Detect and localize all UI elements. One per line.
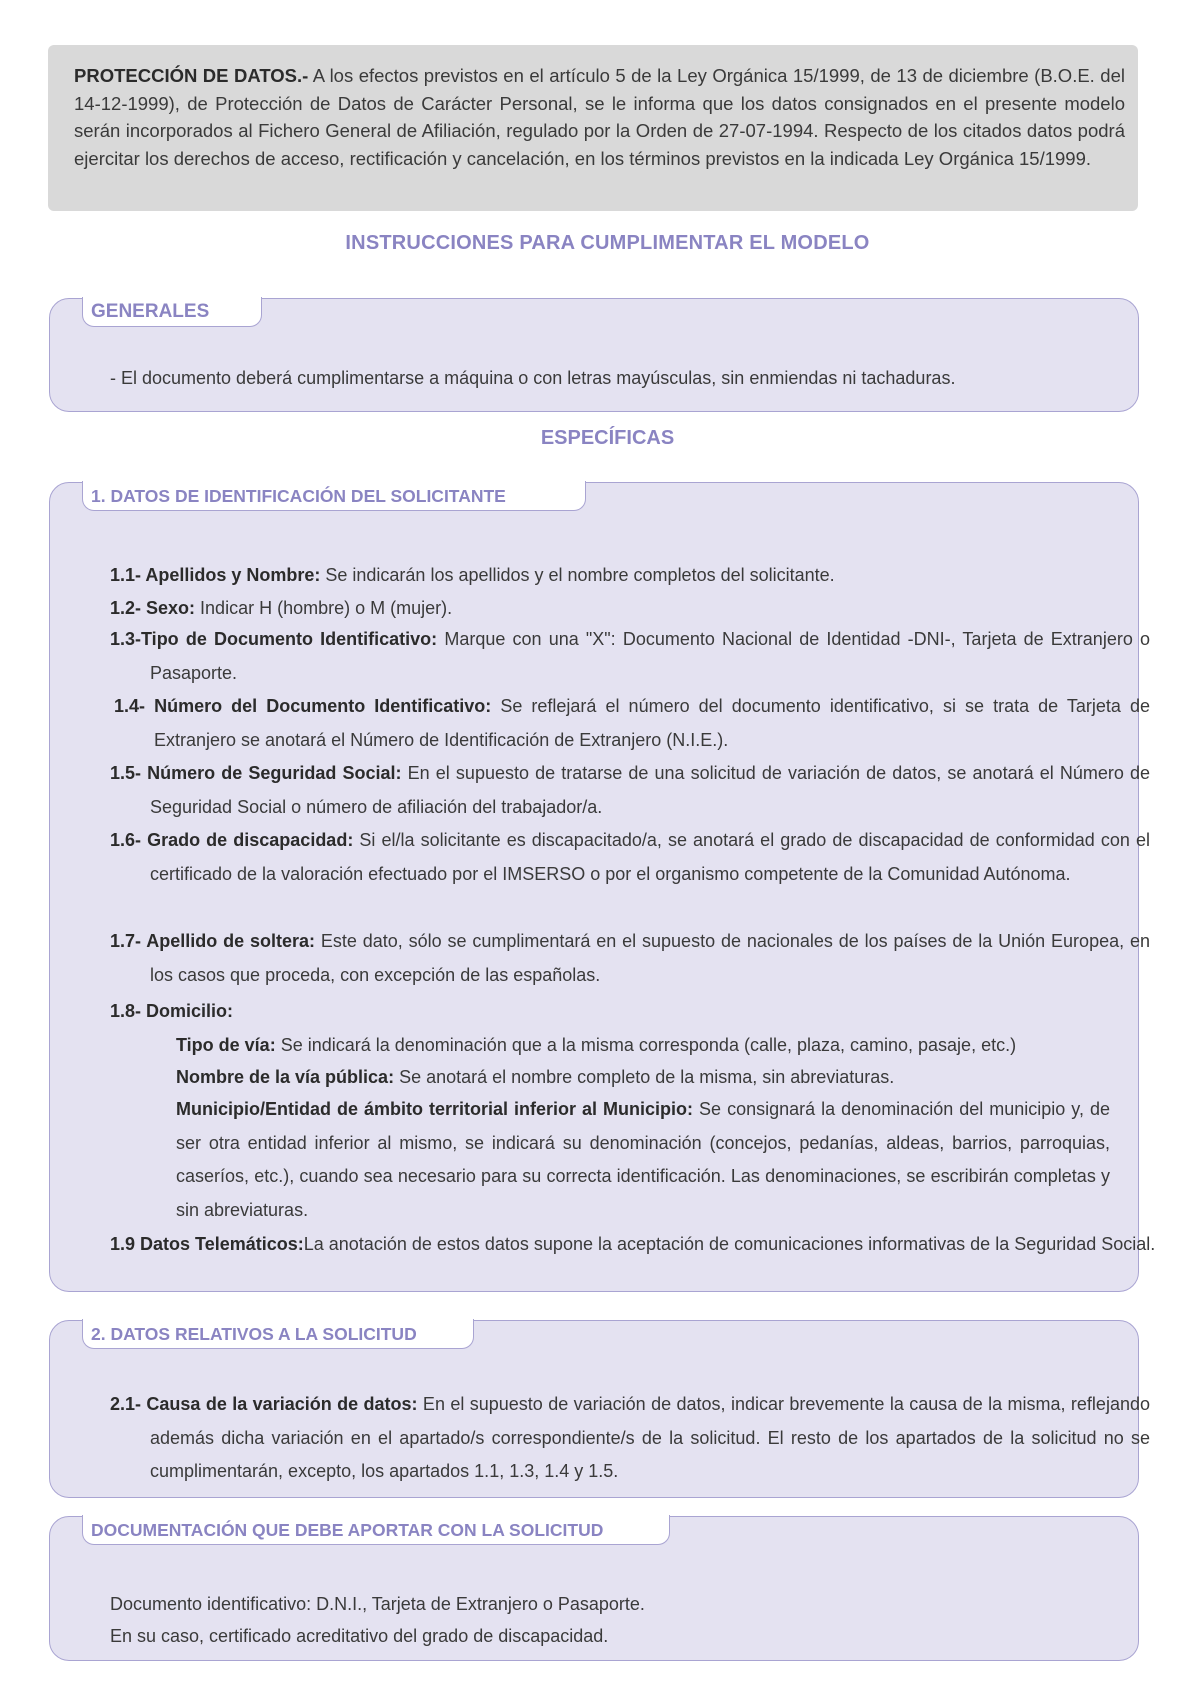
item-label: 1.6- Grado de discapacidad: [110, 830, 354, 850]
item-text: Se consignará la denominación del municipio y, de ser otra entidad inferior al mismo, se indicará su denominación (concejos, pedanías, aldeas, barrios, parroquias, caseríos, etc.), cuando sea necesario para su correcta identificación. Las denominaciones, se escribirán completas y sin abreviaturas. [176, 1099, 1110, 1220]
item-text: La anotación de estos datos supone la aceptación de comunicaciones informativas de la Seguridad Social. [303, 1234, 1156, 1254]
item-text: Se reflejará el número del documento identificativo, si se trata de Tarjeta de Extranjero se anotará el Número de Identificación de Extranjero (N.I.E.). [154, 696, 1151, 750]
item-1-8-tipo-via [176, 1033, 1016, 1057]
item-1-7 [110, 925, 1150, 992]
section1-box [49, 482, 1156, 1292]
item-text: Si el/la solicitante es discapacitado/a, se anotará el grado de discapacidad de conformidad con el certificado de la valoración efectuado por el IMSERSO o por el organismo competente de la Comunidad Autónoma. [150, 830, 1150, 884]
instructions-title: INSTRUCCIONES PARA CUMPLIMENTAR EL MODELO [345, 232, 870, 254]
item-1-5 [110, 757, 1150, 824]
item-1-3 [110, 623, 1150, 690]
section2-tab: 2. DATOS RELATIVOS A LA SOLICITUD [82, 1319, 474, 1349]
generales-tab: GENERALES [82, 297, 262, 327]
item-label: 1.4- Número del Documento Identificativo: [114, 696, 492, 716]
item-text: Marque con una "X": Documento Nacional de Identidad -DNI-, Tarjeta de Extranjero o Pasaporte. [150, 629, 1150, 683]
item-label: 2.1- Causa de la variación de datos: [110, 1394, 418, 1414]
privacy-text: A los efectos previstos en el artículo 5 de la Ley Orgánica 15/1999, de 13 de diciembre (B.O.E. del 14-12-1999), de Protección de Datos de Carácter Personal, se le informa que los datos consignados en el presente modelo serán incorporados al Fichero General de Afiliación, regulado por la Orden de 27-07-1994. Respecto de los citados datos podrá ejercitar los derechos de acceso, rectificación y cancelación, en los términos previstos en la indicada Ley Orgánica 15/1999. [74, 65, 1125, 169]
item-label: 1.3-Tipo de Documento Identificativo: [110, 629, 438, 649]
item-label: Municipio/Entidad de ámbito territorial inferior al Municipio: [176, 1099, 694, 1119]
item-label: Nombre de la vía pública: [176, 1067, 395, 1087]
generales-box [49, 298, 1139, 412]
item-1-6 [110, 824, 1150, 891]
item-label: 1.2- Sexo: [110, 598, 196, 618]
item-1-8-municipio [176, 1093, 1110, 1227]
item-label: 1.5- Número de Seguridad Social: [110, 763, 402, 783]
item-1-9 [110, 1228, 1166, 1262]
item-label: 1.8- Domicilio: [110, 1001, 234, 1021]
item-1-8 [110, 999, 233, 1023]
item-1-2 [110, 596, 452, 620]
item-text: Se indicará la denominación que a la misma corresponda (calle, plaza, camino, pasaje, etc.) [275, 1035, 1017, 1055]
item-text: Este dato, sólo se cumplimentará en el supuesto de nacionales de los países de la Unión Europea, en los casos que proceda, con excepción de las españolas. [150, 931, 1150, 985]
section2-box [49, 1320, 1150, 1498]
item-text: Indicar H (hombre) o M (mujer). [195, 598, 453, 618]
item-label: Tipo de vía: [176, 1035, 276, 1055]
item-label: 1.9 Datos Telemáticos: [110, 1234, 304, 1254]
item-text: En el supuesto de tratarse de una solicitud de variación de datos, se anotará el Número de Seguridad Social o número de afiliación del trabajador/a. [150, 763, 1150, 817]
generales-text: - El documento deberá cumplimentarse a máquina o con letras mayúsculas, sin enmiendas ni tachaduras. [110, 368, 956, 388]
item-2-1 [110, 1388, 1150, 1489]
item-text: Se anotará el nombre completo de la misma, sin abreviaturas. [394, 1067, 895, 1087]
item-1-4 [114, 690, 1150, 757]
especificas-title: ESPECÍFICAS [540, 427, 675, 449]
section1-tab: 1. DATOS DE IDENTIFICACIÓN DEL SOLICITANTE [82, 481, 586, 511]
documentacion-tab: DOCUMENTACIÓN QUE DEBE APORTAR CON LA SOLICITUD [82, 1515, 670, 1545]
privacy-label: PROTECCIÓN DE DATOS.- [74, 65, 309, 86]
privacy-notice [48, 45, 1138, 211]
item-label: 1.1- Apellidos y Nombre: [110, 565, 321, 585]
item-text: Se indicarán los apellidos y el nombre completos del solicitante. [320, 565, 835, 585]
documentacion-line-2: En su caso, certificado acreditativo del grado de discapacidad. [110, 1626, 609, 1646]
documentacion-box [49, 1516, 1139, 1661]
documentacion-line-1: Documento identificativo: D.N.I., Tarjeta de Extranjero o Pasaporte. [110, 1594, 645, 1614]
item-text: En el supuesto de variación de datos, indicar brevemente la causa de la misma, reflejando además dicha variación en el apartado/s correspondiente/s de la solicitud. El resto de los apartados de la solicitud no se cumplimentarán, excepto, los apartados 1.1, 1.3, 1.4 y 1.5. [150, 1394, 1150, 1481]
item-label: 1.7- Apellido de soltera: [110, 931, 315, 951]
item-1-8-nombre-via [176, 1065, 894, 1089]
item-1-1 [110, 563, 835, 587]
